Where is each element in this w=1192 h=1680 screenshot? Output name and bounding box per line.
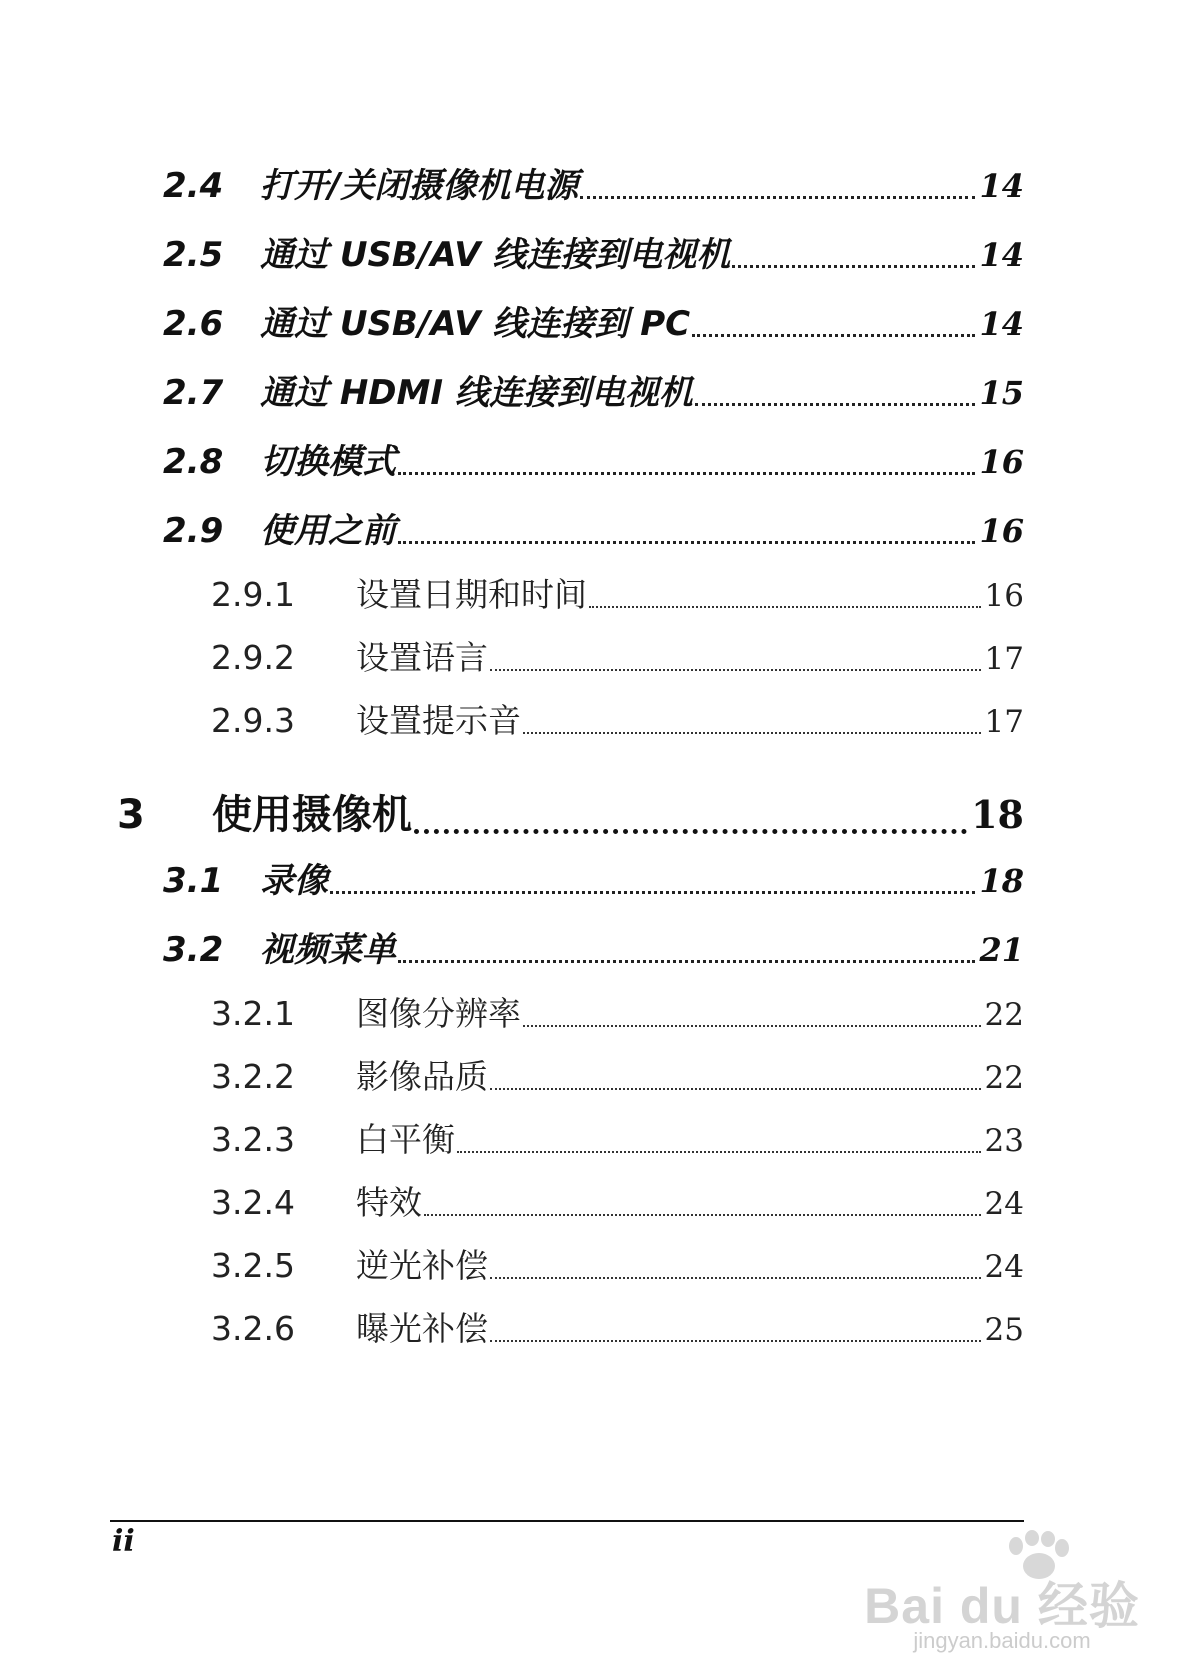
toc-entry-2-9-3[interactable]	[211, 695, 1024, 742]
toc-title: 通过 USB/AV 线连接到电视机	[260, 235, 731, 275]
dot-leader	[414, 829, 967, 834]
toc-number: 2.8	[163, 442, 224, 482]
toc-page: 14	[979, 305, 1024, 343]
dot-leader	[523, 732, 981, 734]
toc-title: 特效	[356, 1183, 422, 1222]
toc-page: 16	[979, 443, 1024, 481]
toc-page: 17	[984, 641, 1024, 677]
toc-entry-3-2-1[interactable]	[211, 988, 1024, 1035]
toc-title: 逆光补偿	[356, 1246, 488, 1285]
toc-number: 2.9.1	[211, 575, 295, 614]
toc-title: 录像	[260, 861, 328, 901]
toc-page: 24	[984, 1249, 1024, 1285]
toc-number: 3.1	[163, 861, 224, 901]
toc-number: 2.9.2	[211, 638, 295, 677]
toc-title: 设置提示音	[356, 701, 521, 740]
toc-title: 使用摄像机	[212, 792, 412, 838]
toc-page: 14	[979, 167, 1024, 205]
toc-title: 图像分辨率	[356, 994, 521, 1033]
toc-title: 设置日期和时间	[356, 575, 587, 614]
toc-page: 24	[984, 1186, 1024, 1222]
toc-title: 使用之前	[260, 511, 396, 551]
toc-title: 视频菜单	[260, 930, 396, 970]
toc-title: 白平衡	[356, 1120, 455, 1159]
toc-number: 3.2.2	[211, 1057, 295, 1096]
toc-entry-2-8[interactable]	[163, 434, 1024, 483]
toc-number: 3.2.4	[211, 1183, 295, 1222]
toc-entry-2-6[interactable]	[163, 296, 1024, 345]
toc-title: 打开/关闭摄像机电源	[260, 166, 579, 206]
toc-title: 设置语言	[356, 638, 488, 677]
dot-leader	[398, 960, 975, 963]
dot-leader	[695, 403, 976, 406]
toc-entry-3-2-2[interactable]	[211, 1051, 1024, 1098]
dot-leader	[457, 1151, 981, 1153]
toc-entry-2-4[interactable]	[163, 158, 1024, 207]
toc-page: 25	[984, 1312, 1024, 1348]
dot-leader	[523, 1025, 981, 1027]
toc-number: 3	[117, 792, 145, 838]
dot-leader	[330, 891, 975, 894]
dot-leader	[490, 1088, 981, 1090]
dot-leader	[398, 541, 975, 544]
dot-leader	[490, 1340, 981, 1342]
toc-title: 通过 HDMI 线连接到电视机	[260, 373, 693, 413]
dot-leader	[580, 196, 975, 199]
baidu-watermark	[852, 1530, 1152, 1653]
toc-page: 22	[984, 1060, 1024, 1096]
toc-entry-3-2-6[interactable]	[211, 1303, 1024, 1350]
dot-leader	[490, 1277, 981, 1279]
dot-leader	[732, 265, 975, 268]
toc-number: 3.2.3	[211, 1120, 295, 1159]
toc-page: 18	[979, 862, 1024, 900]
dot-leader	[424, 1214, 981, 1216]
toc-entry-2-7[interactable]	[163, 365, 1024, 414]
toc-entry-2-5[interactable]	[163, 227, 1024, 276]
toc-page: 17	[984, 704, 1024, 740]
toc-title: 通过 USB/AV 线连接到 PC	[260, 304, 691, 344]
toc-number: 2.7	[163, 373, 224, 413]
footer-page-number: ii	[112, 1524, 135, 1559]
toc-entry-3-2[interactable]	[163, 922, 1024, 971]
toc-page: 15	[979, 374, 1024, 412]
dot-leader	[692, 334, 975, 337]
toc-page: 16	[984, 578, 1024, 614]
toc-page: 22	[984, 997, 1024, 1033]
toc-page: 18	[971, 792, 1024, 837]
toc-page: 23	[984, 1123, 1024, 1159]
toc-number: 2.4	[163, 166, 224, 206]
toc-number: 2.9	[163, 511, 224, 551]
toc-number: 2.6	[163, 304, 224, 344]
toc-title: 影像品质	[356, 1057, 488, 1096]
toc-page: 14	[979, 236, 1024, 274]
toc-entry-2-9-1[interactable]	[211, 569, 1024, 616]
toc-entry-2-9[interactable]	[163, 503, 1024, 552]
dot-leader	[490, 669, 981, 671]
toc-page: 16	[979, 512, 1024, 550]
toc-title: 切换模式	[260, 442, 396, 482]
toc-title: 曝光补偿	[356, 1309, 488, 1348]
toc-number: 3.2.1	[211, 994, 295, 1033]
watermark-url: jingyan.baidu.com	[913, 1628, 1091, 1653]
toc-number: 3.2	[163, 930, 224, 970]
toc-entry-2-9-2[interactable]	[211, 632, 1024, 679]
toc-page: 21	[979, 931, 1024, 969]
dot-leader	[398, 472, 975, 475]
toc-entry-3-2-4[interactable]	[211, 1177, 1024, 1224]
toc-entry-3-2-3[interactable]	[211, 1114, 1024, 1161]
toc-number: 2.5	[163, 235, 224, 275]
toc-number: 3.2.5	[211, 1246, 295, 1285]
footer-rule	[110, 1520, 1024, 1522]
toc-entry-3-1[interactable]	[163, 853, 1024, 902]
watermark-brand: Bai du 经验	[864, 1578, 1140, 1634]
dot-leader	[589, 606, 981, 608]
toc-entry-3-2-5[interactable]	[211, 1240, 1024, 1287]
toc-entry-chapter-3[interactable]	[117, 783, 1024, 840]
toc-number: 2.9.3	[211, 701, 295, 740]
toc-number: 3.2.6	[211, 1309, 295, 1348]
